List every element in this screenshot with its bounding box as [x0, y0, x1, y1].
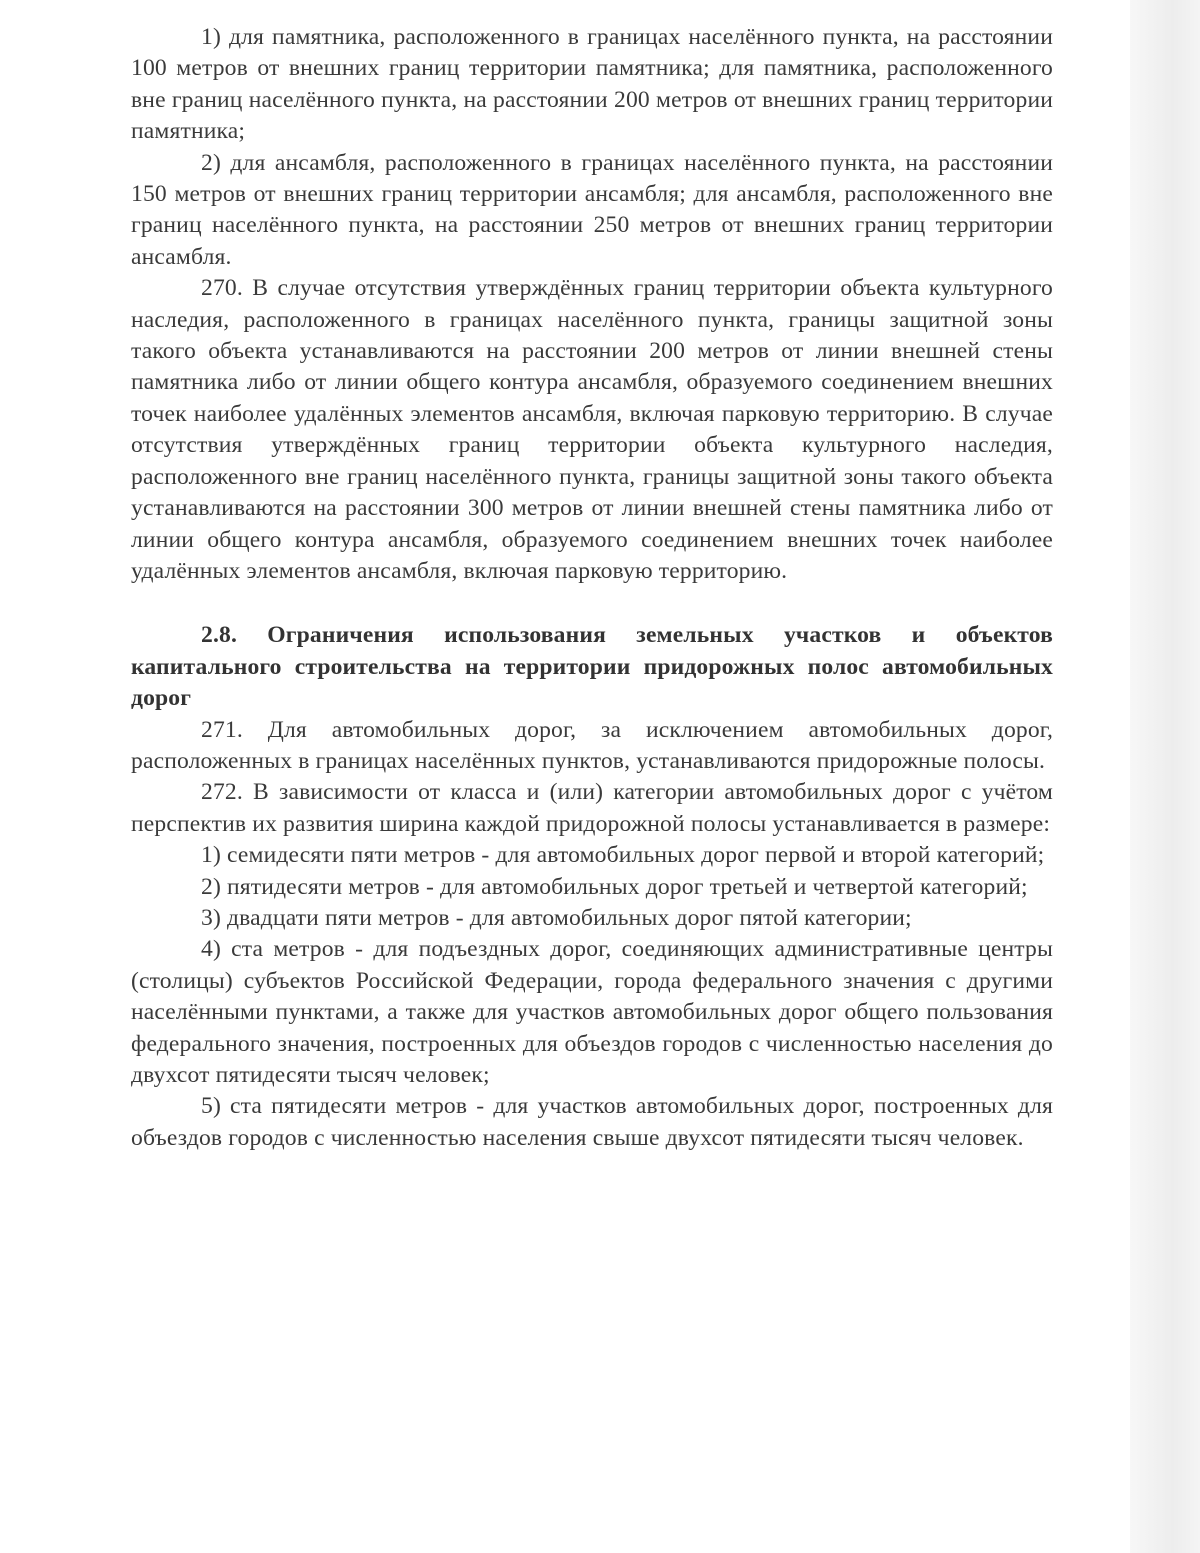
paragraph-270: 270. В случае отсутствия утверждённых границ территории объекта культурного наследия, расположенного в границах населённого пункта, границы защитной зоны такого объекта устанавливаются на расстоянии 200 метров от линии внешней стены памятника либо от линии общего контура ансамбля, образуемого соединением внешних точек наиболее удалённых элементов ансамбля, включая парковую территорию. В случае отсутствия утверждённых границ территории объекта культурного наследия, расположенного вне границ населённого пункта, границы защитной зоны такого объекта устанавливаются на расстоянии 300 метров от линии внешней стены памятника либо от линии общего контура ансамбля, образуемого соединением внешних точек наиболее удалённых элементов ансамбля, включая парковую территорию.	[131, 275, 1053, 584]
list-item-3: 3) двадцати пяти метров - для автомобильных дорог пятой категории;	[201, 904, 912, 931]
paragraph-272: 272. В зависимости от класса и (или) категории автомобильных дорог с учётом перспектив их развития ширина каждой придорожной полосы устанавливается в размере:	[131, 779, 1053, 837]
paragraph-271: 271. Для автомобильных дорог, за исключением автомобильных дорог, расположенных в границах населённых пунктов, устанавливаются придорожные полосы.	[131, 716, 1053, 774]
scan-shadow-edge	[1130, 0, 1200, 1553]
document-page	[131, 22, 1053, 1154]
list-item-5: 5) ста пятидесяти метров - для участков автомобильных дорог, построенных для объездов городов с численностью населения свыше двухсот пятидесяти тысяч человек.	[131, 1093, 1053, 1151]
list-item-monument: 1) для памятника, расположенного в границах населённого пункта, на расстоянии 100 метров от внешних границ территории памятника; для памятника, расположенного вне границ населённого пункта, на расстоянии 200 метров от внешних границ территории памятника;	[131, 24, 1053, 145]
list-item-2: 2) пятидесяти метров - для автомобильных дорог третьей и четвертой категорий;	[201, 873, 1028, 900]
list-item-4: 4) ста метров - для подъездных дорог, соединяющих административные центры (столицы) субъектов Российской Федерации, города федерального значения с другими населёнными пунктами, а также для участков автомобильных дорог общего пользования федерального значения, построенных для объездов городов с численностью населения до двухсот пятидесяти тысяч человек;	[131, 936, 1053, 1088]
list-item-ensemble: 2) для ансамбля, расположенного в границах населённого пункта, на расстоянии 150 метров от внешних границ территории ансамбля; для ансамбля, расположенного вне границ населённого пункта, на расстоянии 250 метров от внешних границ территории ансамбля.	[131, 149, 1053, 270]
section-heading-2-8: 2.8. Ограничения использования земельных участков и объектов капитального строительства на территории придорожных полос автомобильных дорог	[131, 622, 1053, 712]
list-item-1: 1) семидесяти пяти метров - для автомобильных дорог первой и второй категорий;	[201, 842, 1045, 869]
